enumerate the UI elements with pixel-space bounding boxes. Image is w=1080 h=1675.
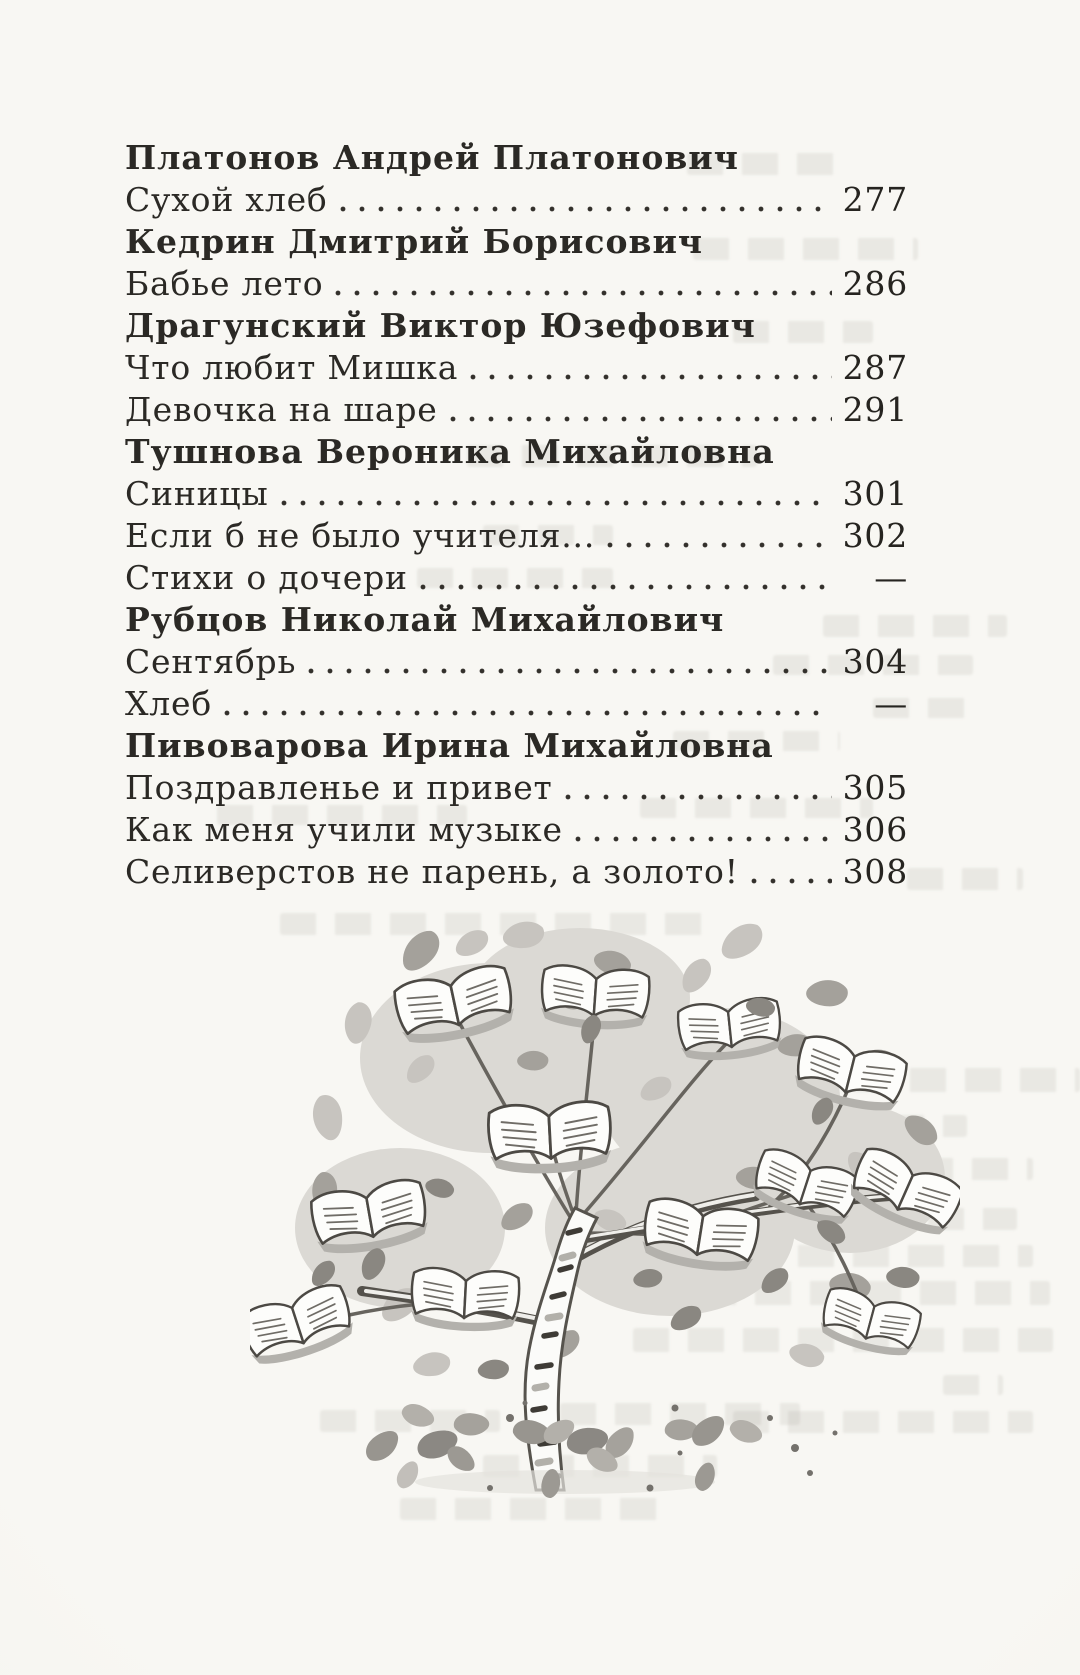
entry-title: Если б не было учителя... [125,516,596,555]
page-number: 286 [842,264,908,303]
entry-title: Синицы [125,474,269,513]
dot-leader [281,500,832,506]
toc-work-entry [125,179,908,221]
toc-work-entry [125,641,908,683]
dot-leader [751,878,832,884]
toc-work-entry [125,851,908,893]
entry-title: Поздравленье и привет [125,768,553,807]
entry-title: Стихи о дочери [125,558,408,597]
page-number: 287 [842,348,908,387]
entry-title: Что любит Мишка [125,348,459,387]
toc-work-entry [125,389,908,431]
toc-author-heading [125,305,908,347]
toc-work-entry [125,557,908,599]
entry-title: Рубцов Николай Михайлович [125,600,725,639]
entry-title: Хлеб [125,684,213,723]
toc-author-heading [125,137,908,179]
dot-leader [308,668,832,674]
toc-author-heading [125,431,908,473]
entry-title: Девочка на шаре [125,390,438,429]
entry-title: Пивоварова Ирина Михайловна [125,726,774,765]
entry-title: Бабье лето [125,264,324,303]
page-number: 305 [842,768,908,807]
page-number: 277 [842,180,908,219]
toc-author-heading [125,599,908,641]
toc-author-heading [125,221,908,263]
toc-work-entry [125,473,908,515]
toc-author-heading [125,725,908,767]
page-number: — [874,684,908,723]
toc-work-entry [125,683,908,725]
entry-title: Тушнова Вероника Михайловна [125,432,775,471]
dot-leader [420,584,832,590]
dot-leader [340,206,832,212]
entry-title: Кедрин Дмитрий Борисович [125,222,704,261]
dot-leader [565,794,832,800]
entry-title: Сентябрь [125,642,297,681]
entry-title: Драгунский Виктор Юзефович [125,306,756,345]
table-of-contents [125,137,908,893]
toc-work-entry [125,767,908,809]
page-number: — [874,558,908,597]
bleed-through-artifact [400,1498,667,1520]
entry-title: Как меня учили музыке [125,810,563,849]
page-number: 308 [842,852,908,891]
page-number: 302 [842,516,908,555]
page-number: 291 [842,390,908,429]
page-number: 306 [842,810,908,849]
toc-work-entry [125,515,908,557]
dot-leader [335,290,832,296]
dot-leader [470,374,832,380]
entry-title: Платонов Андрей Платонович [125,138,739,177]
dot-leader [607,542,832,548]
toc-work-entry [125,809,908,851]
entry-title: Селиверстов не парень, а золото! [125,852,739,891]
dot-leader [224,710,832,716]
bleed-through-artifact [907,868,1023,890]
page-number: 304 [842,642,908,681]
page-number: 301 [842,474,908,513]
book-tree-illustration [250,888,960,1498]
entry-title: Сухой хлеб [125,180,328,219]
dot-leader [450,416,832,422]
dot-leader [575,836,832,842]
toc-work-entry [125,347,908,389]
toc-work-entry [125,263,908,305]
